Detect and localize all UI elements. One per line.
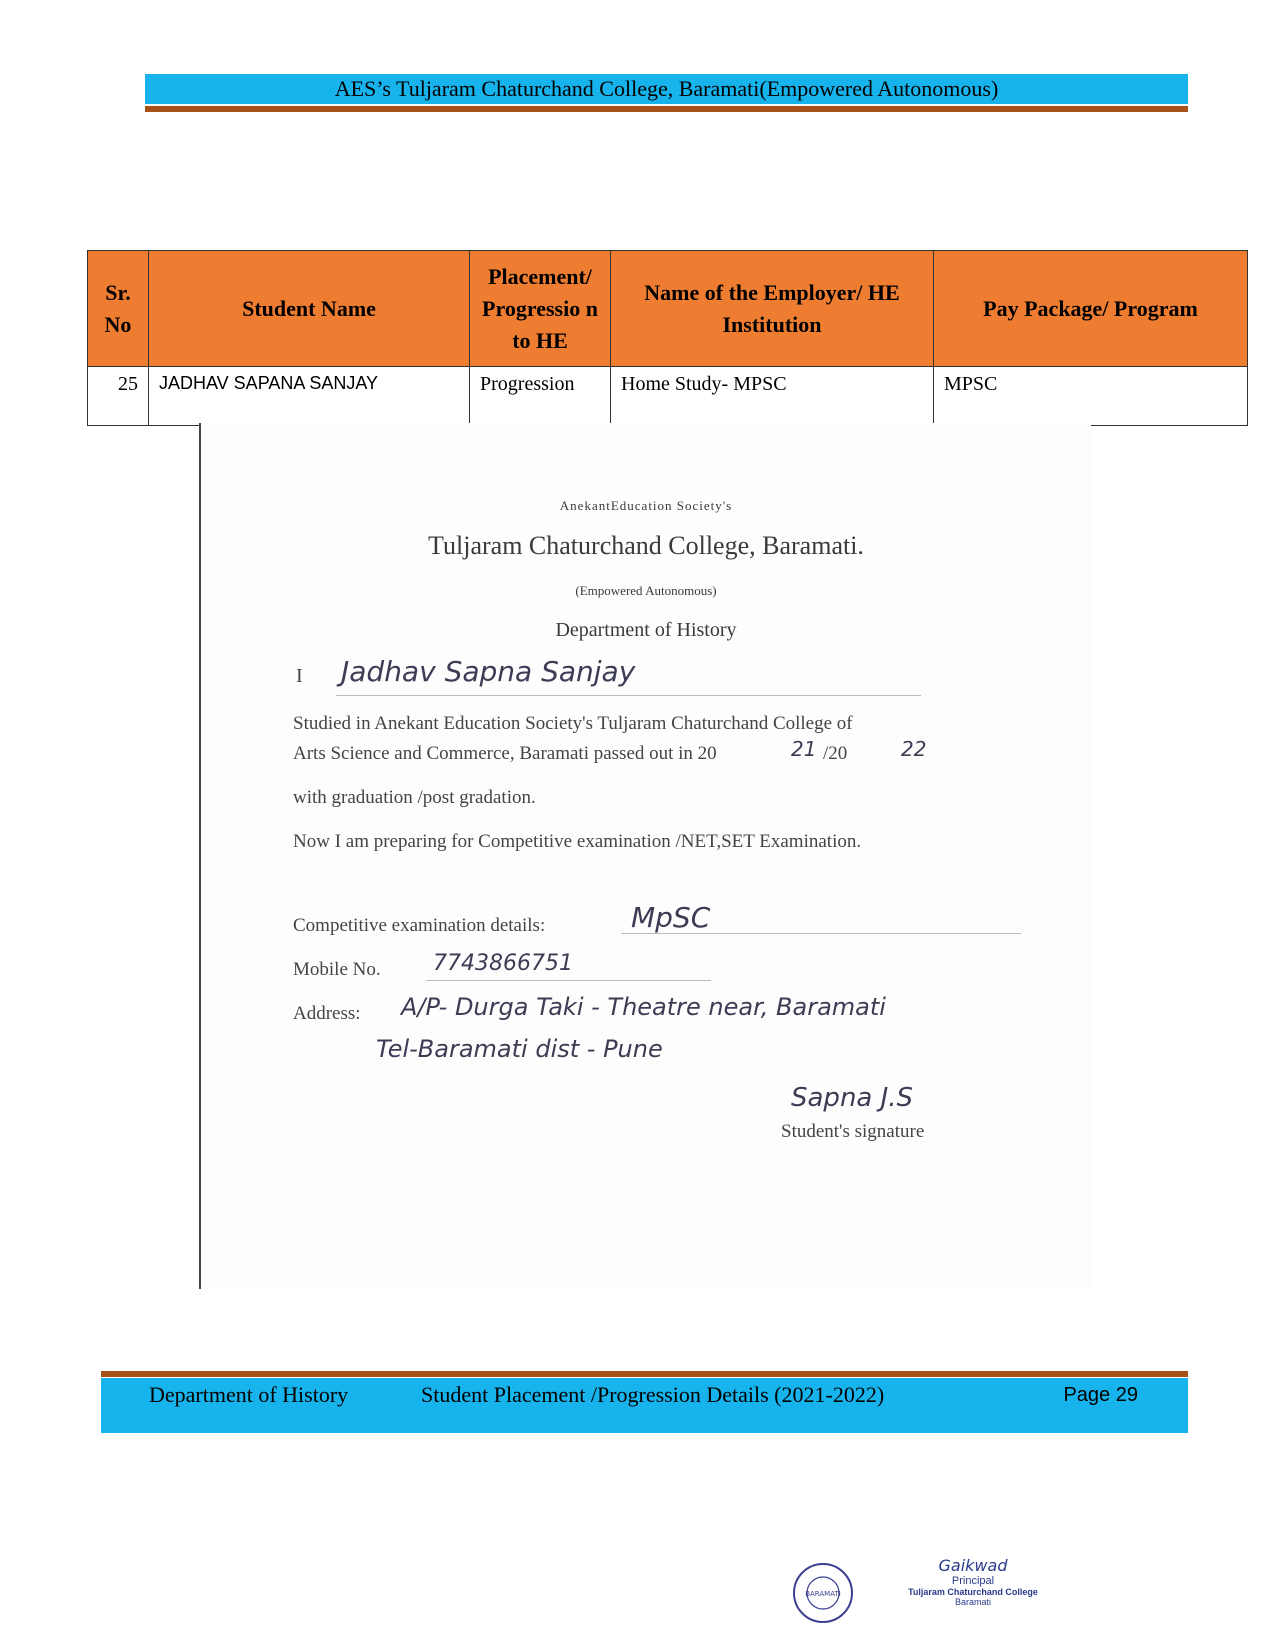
header-divider xyxy=(145,106,1188,112)
principal-signature-block xyxy=(898,1556,1048,1607)
certificate-i-label: I xyxy=(296,665,303,687)
year-to-handwritten: 22 xyxy=(901,737,927,761)
col-header-pay-package: Pay Package/ Program xyxy=(934,251,1248,367)
certificate-preparing-line: Now I am preparing for Competitive examination /NET,SET Examination. xyxy=(293,831,862,852)
student-signature-label: Student's signature xyxy=(781,1121,925,1142)
college-seal-icon xyxy=(792,1562,854,1624)
certificate-autonomous: (Empowered Autonomous) xyxy=(575,583,717,598)
col-header-employer: Name of the Employer/ HE Institution xyxy=(611,251,934,367)
page-header-title: AES’s Tuljaram Chaturchand College, Baramati(Empowered Autonomous) xyxy=(145,74,1188,104)
svg-text:BARAMATI: BARAMATI xyxy=(805,1590,841,1598)
footer-divider xyxy=(101,1371,1188,1377)
cell-placement: Progression xyxy=(470,367,611,426)
cell-employer: Home Study- MPSC xyxy=(611,367,934,426)
address-label: Address: xyxy=(293,1003,361,1024)
cell-student-name: JADHAV SAPANA SANJAY xyxy=(149,367,470,426)
footer-page xyxy=(1063,1384,1138,1407)
principal-signature-handwritten: Gaikwad xyxy=(938,1556,1008,1575)
cell-sr-no: 25 xyxy=(88,367,149,426)
col-header-placement: Placement/ Progressio n to HE xyxy=(470,251,611,367)
exam-details-label: Competitive examination details: xyxy=(293,915,546,936)
principal-title: Principal xyxy=(951,1575,995,1587)
student-name-handwritten: Jadhav Sapna Sanjay xyxy=(341,655,636,688)
col-header-sr-no: Sr. No xyxy=(88,251,149,367)
principal-city: Baramati xyxy=(954,1597,991,1607)
certificate-society: AnekantEducation Society's xyxy=(559,498,733,513)
address-handwritten-line-2: Tel-Baramati dist - Pune xyxy=(376,1035,663,1063)
placement-table xyxy=(87,250,1248,426)
mobile-label: Mobile No. xyxy=(293,959,381,980)
address-handwritten-line-1: A/P- Durga Taki - Theatre near, Baramati xyxy=(401,993,886,1021)
table-row xyxy=(88,367,1248,426)
col-header-student-name: Student Name xyxy=(149,251,470,367)
footer-title: Student Placement /Progression Details (2021-2022) xyxy=(421,1382,885,1407)
certificate-studied-line-2: Arts Science and Commerce, Baramati passed out in 20 xyxy=(293,743,717,764)
year-separator: /20 xyxy=(823,743,848,764)
certificate-studied-line-1: Studied in Anekant Education Society's Tuljaram Chaturchand College of xyxy=(293,713,853,734)
certificate-department: Department of History xyxy=(555,619,737,641)
cell-program: MPSC xyxy=(934,367,1248,426)
certificate-college: Tuljaram Chaturchand College, Baramati. xyxy=(428,531,864,560)
footer-page-number: 29 xyxy=(1115,1384,1138,1406)
scanned-certificate xyxy=(199,423,1091,1289)
mobile-underline xyxy=(426,980,711,981)
page-footer xyxy=(101,1378,1188,1433)
mobile-handwritten: 7743866751 xyxy=(433,951,573,976)
exam-underline xyxy=(621,933,1021,934)
footer-page-label: Page xyxy=(1063,1384,1111,1406)
year-from-handwritten: 21 xyxy=(791,737,817,761)
table-header-row xyxy=(88,251,1248,367)
name-underline xyxy=(336,695,921,696)
principal-college: Tuljaram Chaturchand College xyxy=(908,1587,1038,1597)
student-signature-handwritten: Sapna J.S xyxy=(791,1083,914,1113)
exam-details-handwritten: MpSC xyxy=(631,901,711,934)
certificate-graduation-line: with graduation /post gradation. xyxy=(293,787,536,808)
footer-department: Department of History xyxy=(149,1382,349,1407)
